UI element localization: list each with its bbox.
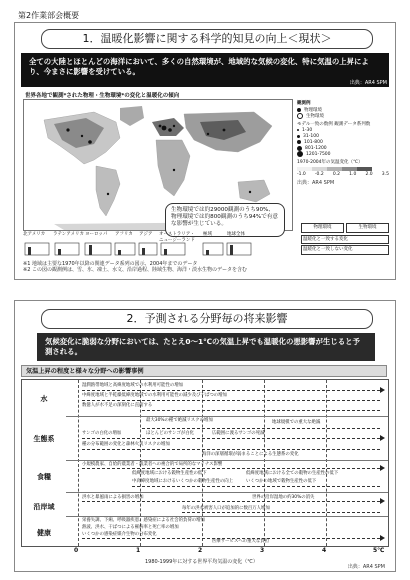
- row-food-item-1: 低緯度地域における穀物生産性の低下: [132, 471, 207, 476]
- row-eco-item-0: 最大30%の種で絶滅リスクの増加: [146, 418, 213, 423]
- footnote-2: ※2 この図の観測例は、雪、氷、凍土、水文、沿岸過程、陸域生物、海洋・淡水生物のデータを含む: [23, 267, 247, 273]
- impact-grid: [21, 379, 389, 547]
- x-axis: [21, 547, 387, 557]
- slide-1-highlight-text: 全ての大陸とほとんどの海洋において、多くの自然環境が、地域的な気候の変化、特に気温の上昇により、今まさに影響を受けている。: [29, 57, 369, 76]
- source-right: 出典：AR4 SPM: [297, 180, 335, 186]
- legend-count-title: モデル一致の数例 観測データ系列数: [297, 121, 371, 127]
- row-eco-item-3: ほとんどのサンゴが白化: [146, 431, 195, 436]
- x-tick-4: 4: [322, 547, 327, 554]
- side-box-consistent: 温暖化と一致する変化: [301, 235, 389, 245]
- legend-title: 観測例: [297, 101, 311, 106]
- legend-count-4: 801-1200: [297, 145, 389, 151]
- row-coast-item-2: 毎年の洪水被害人口が追加的に数百万人増加: [182, 506, 270, 511]
- row-health-item-1: 熱波、洪水、干ばつによる罹病率と死亡率の増加: [82, 525, 179, 530]
- row-label-health: 健康: [37, 529, 51, 537]
- legend-count-1: 1-30: [297, 127, 389, 133]
- grid-line-3: [264, 380, 265, 546]
- slide-2-source: 出典：AR4 SPM: [347, 564, 385, 570]
- slide-2-title: 2．予測される分野毎の将来影響: [41, 309, 373, 329]
- x-tick-1: 1: [136, 547, 141, 554]
- footnote-1: ※1 地域は主要な1970年以降の関連データ系列の図示、2004年までのデータ: [23, 261, 198, 267]
- slide-1-highlight: [21, 53, 389, 87]
- side-box-biological: 生物環境: [346, 223, 389, 233]
- x-tick-2: 2: [198, 547, 203, 554]
- region-africa: アフリカ: [115, 232, 133, 237]
- arrow-head-icon: [380, 387, 385, 393]
- slide-2: [14, 300, 396, 572]
- row-health-item-3: 医療サービスへの重大な負担: [212, 539, 270, 544]
- grid-line-0: [78, 380, 79, 546]
- row-label-ecosystems: 生態系: [33, 435, 55, 443]
- legend-count-5: 1201-7500: [297, 151, 389, 157]
- size-dot-icon: [297, 146, 302, 151]
- region-north-america: 北アメリカ: [23, 232, 46, 237]
- row-label-water: 水: [40, 395, 48, 403]
- row-water-item-1: 中緯度地域と半乾燥低緯度地域での水利用可能性の減少及び干ばつの増加: [82, 393, 227, 398]
- map-callout: 生物環境では約29000観測のうち90%、物理環境では約800観測のうち94%で有意な影響が生じている。: [165, 203, 285, 237]
- side-box-physical: 物理環境: [301, 223, 344, 233]
- row-eco-item-4: 広範囲に渡るサンゴの死滅: [212, 431, 265, 436]
- size-dot-icon: [297, 129, 299, 131]
- row-water-item-0: 湿潤熱帯地域と高緯度地域での水利用可能性の増加: [82, 383, 183, 388]
- page-header: 第2作業部会概要: [18, 11, 80, 20]
- region-asia: アジア: [139, 232, 153, 237]
- region-australia: オーストラリア・ニュージーランド: [159, 232, 195, 243]
- side-box-inconsistent: 温暖化と一致しない変化: [301, 245, 389, 255]
- row-eco-item-6: 海洋の深層循環が弱まることによる生態系の変化: [202, 452, 299, 457]
- row-eco-item-1: 地球規模での重大な絶滅: [272, 420, 321, 425]
- region-europe: ヨーロッパ: [85, 232, 108, 237]
- row-food-item-4: いくつかの地域で穀物生産性の低下: [246, 479, 317, 484]
- slide-1: [14, 22, 396, 280]
- side-key: [301, 223, 389, 259]
- map-legend: [297, 101, 389, 186]
- region-global: 地球全体: [227, 232, 245, 237]
- x-axis-label: 1980-1999年に対する世界平均気温の変化（℃）: [145, 559, 258, 565]
- size-dot-icon: [297, 151, 303, 157]
- row-food-item-0: 小規模農家、自給的農業者・漁業者への複合的で局所的なマイナス影響: [82, 462, 223, 467]
- physical-dot-icon: [297, 108, 301, 112]
- row-coast-item-1: 世界の沿岸湿地の約30%の消失: [252, 495, 315, 500]
- row-label-food: 食糧: [37, 473, 51, 481]
- size-dot-icon: [297, 135, 300, 138]
- row-health-item-0: 栄養失調、下痢、呼吸器疾患、感染症による社会的負荷の増加: [82, 518, 205, 523]
- map-title: 世界各地で観測*された物理・生物環境*の変化と温暖化の傾向: [25, 93, 180, 99]
- arrow-head-icon: [380, 465, 385, 471]
- row-eco-item-2: サンゴの白化の増加: [82, 431, 122, 436]
- row-coast-item-0: 洪水と暴風雨による損害の増加: [82, 495, 144, 500]
- slide-1-highlight-source: 出典：AR4 SPM: [349, 80, 387, 86]
- slide-1-title: 1．温暖化影響に関する科学的知見の向上＜現状＞: [41, 29, 373, 49]
- chart-title: 気温上昇の程度と様々な分野への影響事例: [21, 365, 387, 377]
- arrow-head-icon: [380, 435, 385, 441]
- row-food-item-2: 中高緯度地域におけるいくつかの穀物生産性の向上: [132, 479, 233, 484]
- legend-physical: 物理環境: [297, 107, 389, 113]
- x-tick-0: 0: [74, 547, 79, 554]
- region-latin-america: ラテンアメリカ: [53, 232, 84, 237]
- region-bar-graphic: [23, 241, 253, 259]
- arrow-head-icon: [380, 498, 385, 504]
- grid-line-4: [326, 380, 327, 546]
- biological-dot-icon: [297, 113, 303, 119]
- legend-count-2: 31-100: [297, 133, 389, 139]
- temp-ticks: -1.0 -0.2 0.2 1.0 2.0 3.5: [297, 171, 389, 177]
- size-dot-icon: [297, 140, 301, 144]
- row-water-item-2: 数億人が水不足の深刻化に直面する: [82, 403, 153, 408]
- x-tick-5: 5℃: [373, 547, 385, 554]
- row-label-coastal: 沿岸域: [33, 503, 55, 511]
- legend-biological: 生物環境: [297, 113, 389, 119]
- row-food-item-3: 低緯度地域における全ての穀物の生産性の低下: [246, 471, 339, 476]
- arrow-head-icon: [380, 535, 385, 541]
- legend-temp-label: 1970-2004年の気温変化（℃）: [297, 160, 363, 165]
- slide-2-highlight: [37, 333, 375, 361]
- region-strip: [23, 231, 253, 259]
- legend-count-3: 101-800: [297, 139, 389, 145]
- x-tick-3: 3: [260, 547, 265, 554]
- slide-2-highlight-text: 気候変化に脆弱な分野においては、たとえ0～1℃の気温上昇でも温暖化の悪影響が生じると予測される。: [45, 337, 360, 356]
- row-eco-item-5: 種の分布範囲の変化と森林火災リスクの増加: [82, 442, 170, 447]
- row-health-item-2: いくつかの感染症媒介生物の分布変化: [82, 532, 157, 537]
- region-polar: 極域: [203, 232, 212, 237]
